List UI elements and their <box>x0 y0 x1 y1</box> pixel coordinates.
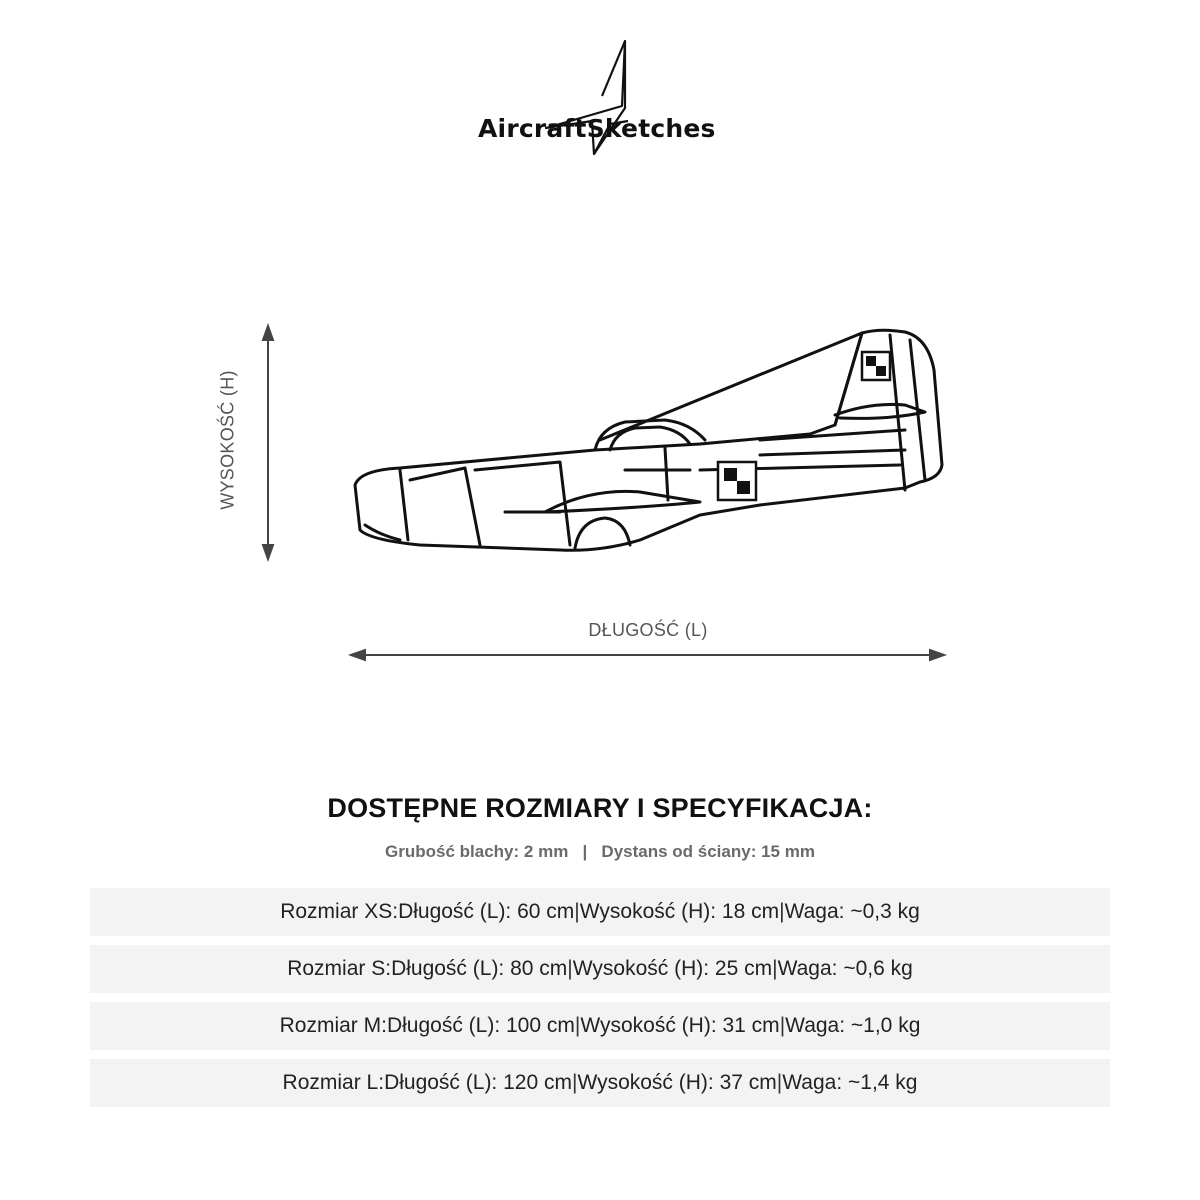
size-name: Rozmiar XS: <box>280 900 399 923</box>
wall-distance: Dystans od ściany: 15 mm <box>601 842 815 861</box>
sheet-thickness: Grubość blachy: 2 mm <box>385 842 569 861</box>
size-height: Wysokość (H): 37 cm <box>577 1071 777 1094</box>
size-weight: Waga: ~1,0 kg <box>785 1014 921 1037</box>
tail-insignia-icon <box>862 352 890 380</box>
size-weight: Waga: ~1,4 kg <box>782 1071 918 1094</box>
size-height: Wysokość (H): 25 cm <box>572 957 773 980</box>
size-length: Długość (L): 60 cm <box>398 900 575 923</box>
size-name: Rozmiar M: <box>279 1014 387 1037</box>
size-weight: Waga: ~0,3 kg <box>784 900 920 923</box>
length-arrow <box>351 650 944 660</box>
size-name: Rozmiar S: <box>287 957 392 980</box>
size-row-xs: Rozmiar XS: Długość (L): 60 cm | Wysokość (H): 18 cm | Waga: ~0,3 kg <box>90 888 1110 936</box>
height-label: WYSOKOŚĆ (H) <box>217 370 238 510</box>
size-weight: Waga: ~0,6 kg <box>777 957 913 980</box>
separator: | <box>582 842 588 861</box>
size-height: Wysokość (H): 31 cm <box>580 1014 780 1037</box>
brand-name: AircraftSketches <box>478 114 716 143</box>
size-height: Wysokość (H): 18 cm <box>579 900 780 923</box>
size-length: Długość (L): 120 cm <box>384 1071 572 1094</box>
size-row-m: Rozmiar M: Długość (L): 100 cm | Wysokość (H): 31 cm | Waga: ~1,0 kg <box>90 1002 1110 1050</box>
size-name: Rozmiar L: <box>282 1071 385 1094</box>
spec-title: DOSTĘPNE ROZMIARY I SPECYFIKACJA: <box>327 793 873 823</box>
size-length: Długość (L): 100 cm <box>386 1014 575 1037</box>
spec-subtitle <box>0 842 1200 862</box>
height-arrow <box>263 326 273 559</box>
size-row-s: Rozmiar S: Długość (L): 80 cm | Wysokość (H): 25 cm | Waga: ~0,6 kg <box>90 945 1110 993</box>
aircraft-silhouette <box>345 320 955 565</box>
size-length: Długość (L): 80 cm <box>391 957 568 980</box>
length-label: DŁUGOŚĆ (L) <box>588 620 708 640</box>
checkerboard-insignia-icon <box>718 462 756 500</box>
size-row-l: Rozmiar L: Długość (L): 120 cm | Wysokość (H): 37 cm | Waga: ~1,4 kg <box>90 1059 1110 1107</box>
